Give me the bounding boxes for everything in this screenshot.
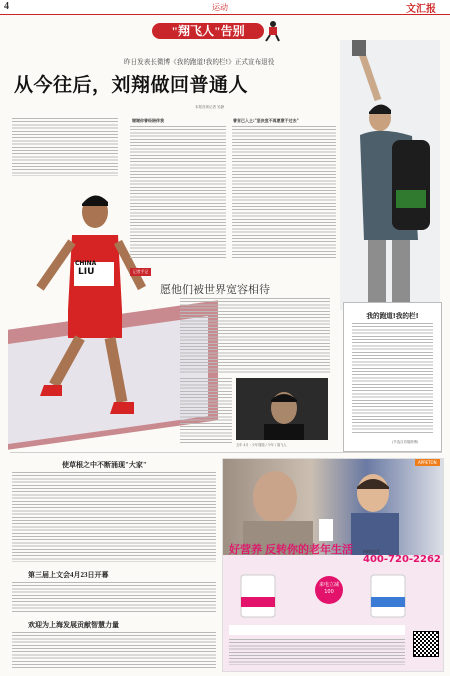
bottom-story-2-headline: 第三届上文会4月23日开幕 xyxy=(28,571,109,579)
sidebar-signature: (节选自刘翔微博) xyxy=(392,440,419,444)
section-name: 运动 xyxy=(212,3,228,12)
section-divider xyxy=(10,452,442,453)
commentary-text xyxy=(180,298,330,374)
runner-silhouette-icon xyxy=(260,20,282,42)
ad-phone-number: 400-720-2262 xyxy=(363,554,441,565)
ad-headline: 好营养 反转你的老年生活 xyxy=(229,544,354,556)
qr-code xyxy=(413,631,439,657)
ad-fine-print xyxy=(229,639,405,665)
photo-caption: 五年 4月 : 少年翔翔 / 今年 / 翔飞人 xyxy=(236,443,287,447)
commentary-tag: 记者手记 xyxy=(130,268,151,276)
feature-banner xyxy=(152,20,278,42)
article-intro-text xyxy=(12,118,118,176)
article-subtitle: 昨日发表长微博《我的跑道!我的栏!》正式宣布退役 xyxy=(124,58,275,66)
article-column-1 xyxy=(130,126,226,260)
commentary-text-cont xyxy=(180,378,232,444)
runner-bib-name: LIU xyxy=(78,267,95,277)
article-column-2 xyxy=(232,126,336,260)
sidebar-title: 我的跑道!我的栏! xyxy=(366,312,419,320)
bottom-story-1-headline: 使草根之中不断涌现"大家" xyxy=(62,461,147,469)
advertisement xyxy=(222,458,444,672)
newspaper-name: 文汇报 xyxy=(406,4,436,15)
page-header xyxy=(0,0,450,15)
quote-sidebar xyxy=(343,302,442,452)
column-heading-1: 谢谢你曾经陪伴我 xyxy=(132,118,164,123)
runner-bib-country: CHINA xyxy=(75,260,97,267)
article-title: 从今往后，刘翔做回普通人 xyxy=(14,75,249,96)
ad-logo-strip xyxy=(229,625,405,635)
ad-discount-badge: 来电立减100 xyxy=(315,576,343,604)
bottom-story-3-headline: 欢迎为上海发展贡献智慧力量 xyxy=(28,621,119,629)
commentary-headline: 愿他们被世界宽容相待 xyxy=(160,284,270,296)
man-portrait-photo xyxy=(236,378,328,440)
sidebar-text xyxy=(352,323,433,435)
ad-hotline-label: 热线电话: xyxy=(363,549,381,554)
ad-product-cans xyxy=(231,571,431,621)
banner-label: "翔飞人"告别 xyxy=(152,23,264,39)
column-heading-2: 曾言已入土:"坚决宣不再愿意于过去" xyxy=(233,118,299,123)
liu-xiang-waving-photo xyxy=(340,40,440,310)
page-number: 4 xyxy=(4,1,9,12)
article-byline: 本报首席记者 吴静 xyxy=(195,105,225,109)
bottom-story-3-text xyxy=(12,632,216,670)
bottom-story-1-text xyxy=(12,472,216,562)
ad-brand-logo: APPETON xyxy=(415,459,440,466)
bottom-story-2-text xyxy=(12,582,216,614)
